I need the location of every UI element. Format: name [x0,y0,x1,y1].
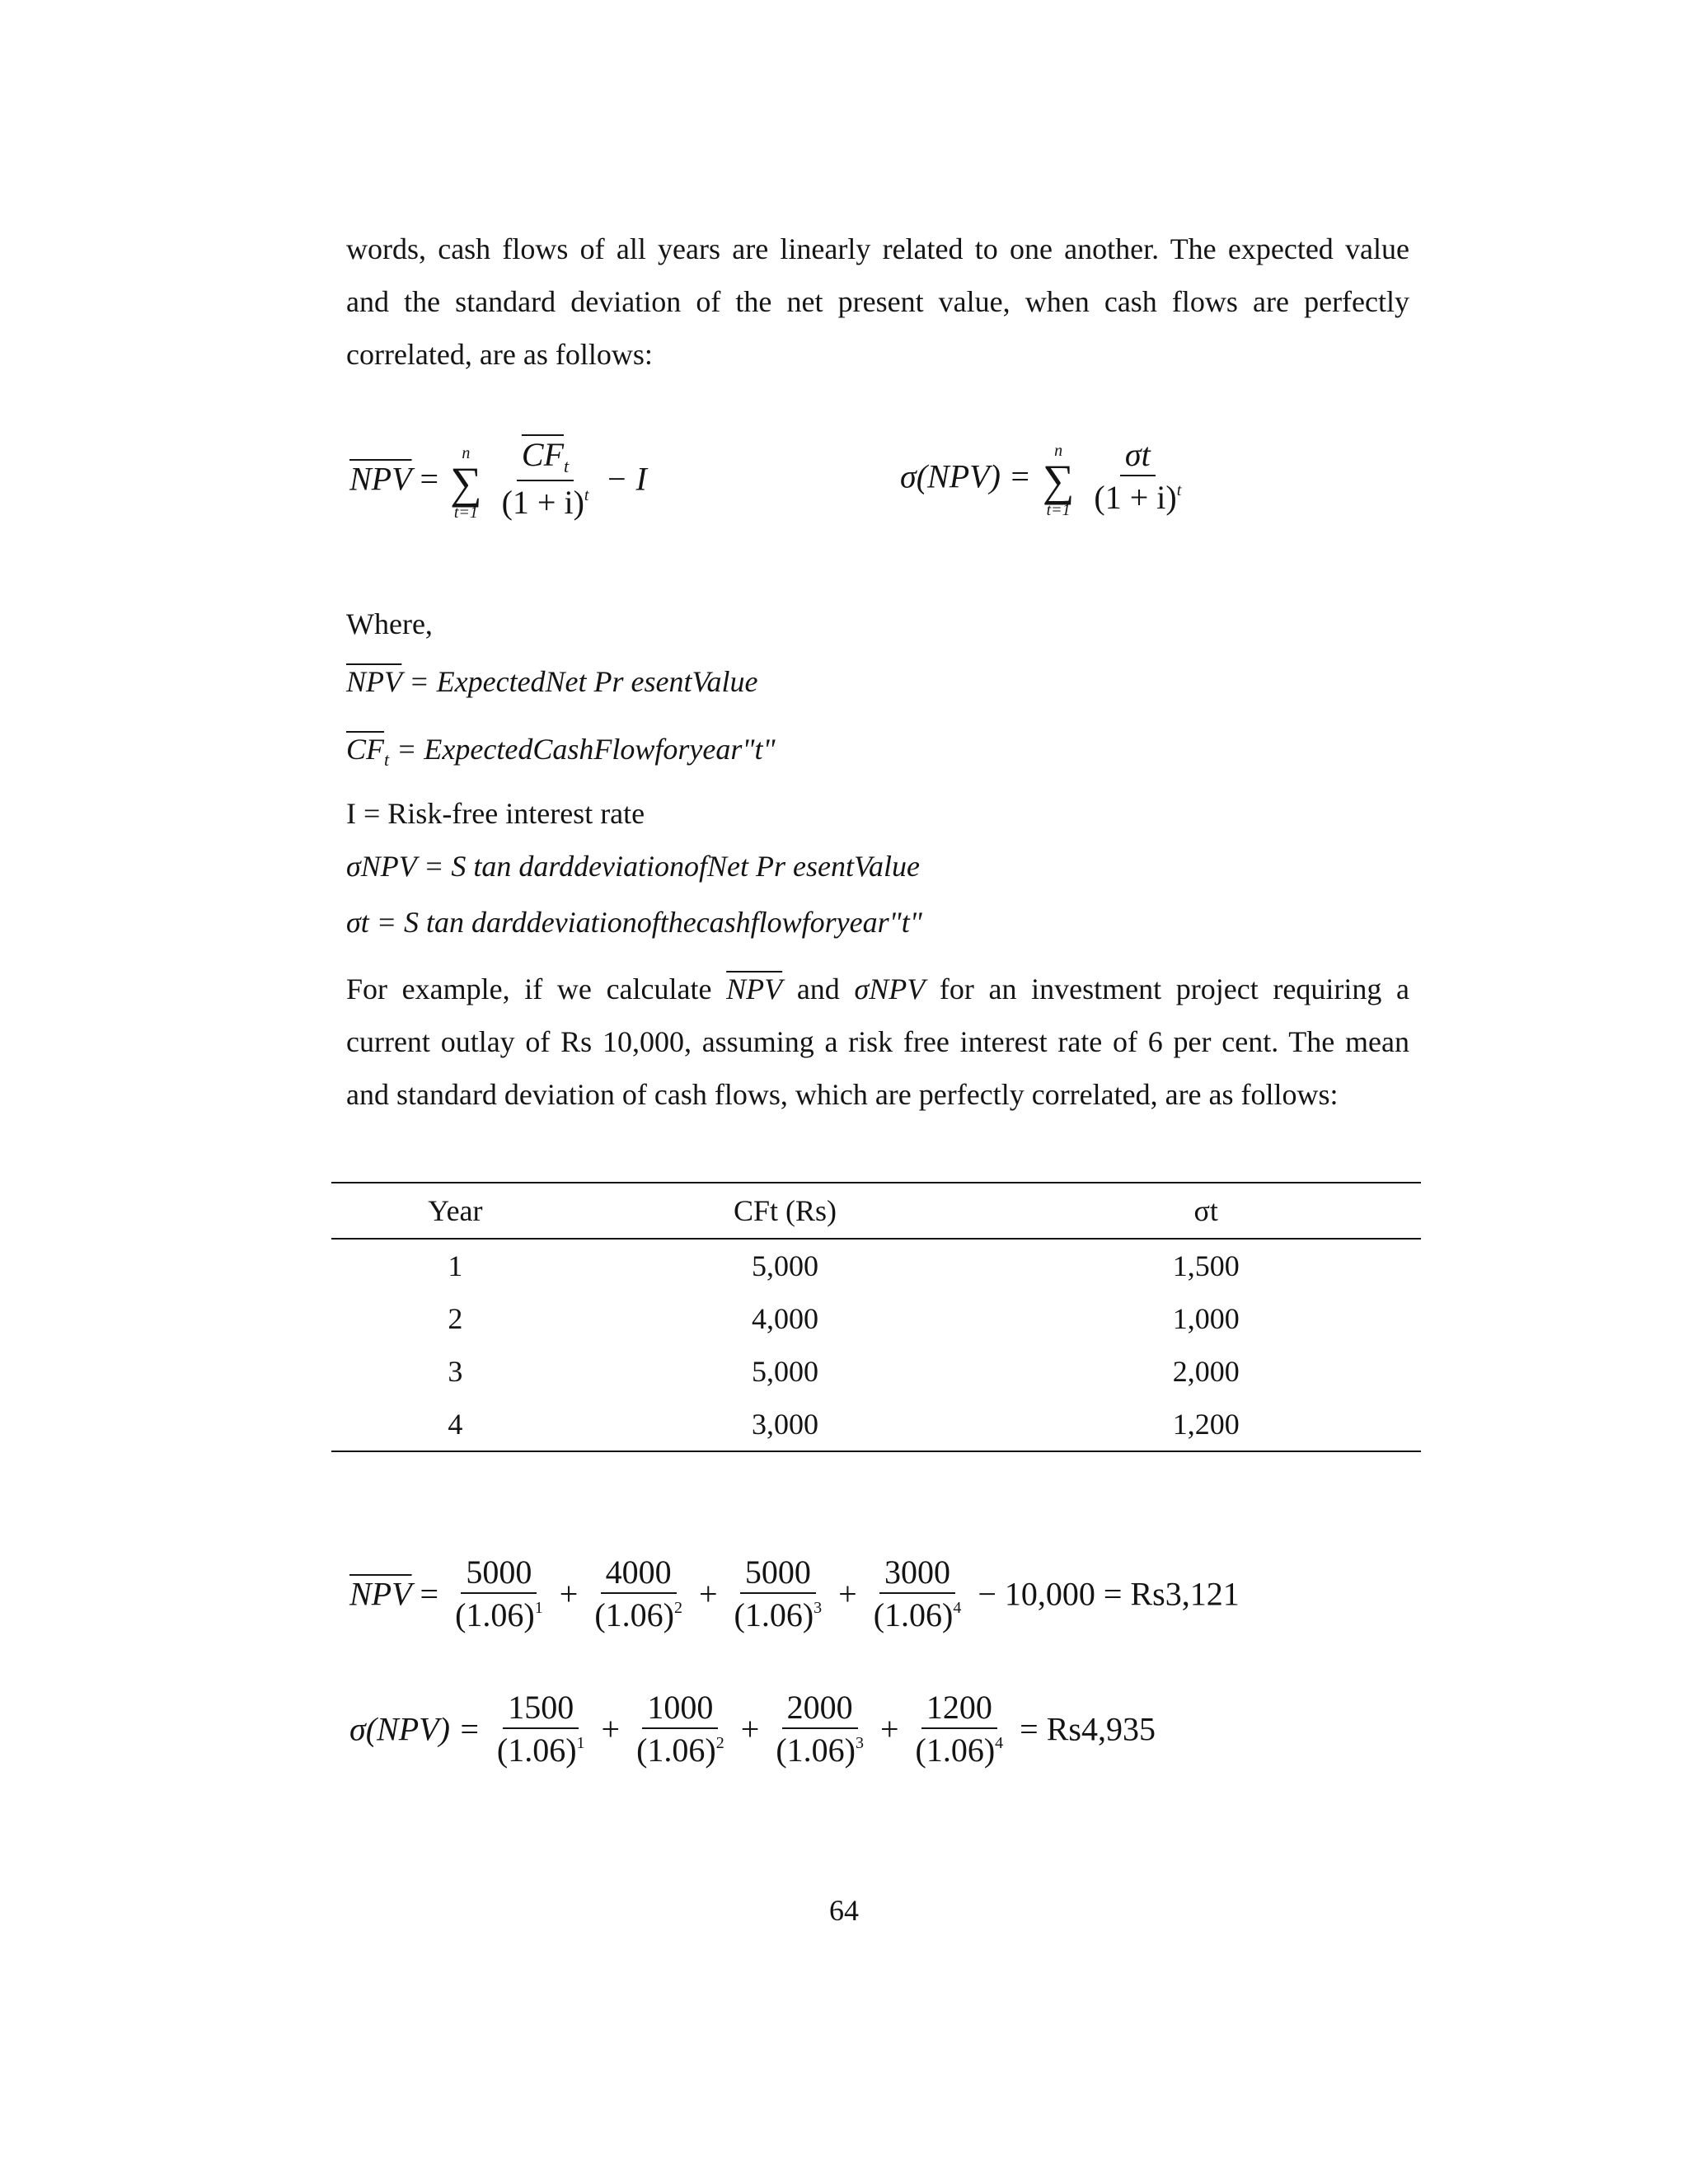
summation [1043,442,1075,519]
term-denominator: (1.06) [496,1732,577,1769]
discount-denominator: (1 + i) [1094,479,1177,516]
cell-year: 2 [448,1302,463,1335]
npv-term-4 [869,1554,967,1641]
sigma-result: = Rs4,935 [1020,1710,1156,1748]
table-row [331,1239,1421,1292]
def-cf [346,732,776,770]
example-sigma-npv: σNPV [854,972,926,1005]
cell-sigma: 1,500 [1172,1249,1240,1282]
term-denominator: (1.06) [776,1732,856,1769]
npv-calculation [349,1554,1240,1641]
npv-symbol: $\overline{NPV}$ [349,460,412,498]
sigma-term-2 [631,1690,729,1776]
discount-denominator: (1 + i) [501,484,584,521]
discount-exponent: t [584,486,589,504]
term-exponent: 2 [715,1734,724,1752]
term-numerator: 5000 [740,1554,816,1594]
example-line-1 [346,963,1409,1015]
plus-sign: + [601,1710,621,1748]
example-paragraph [346,963,1409,1121]
sigma-term-3 [771,1690,869,1776]
header-year: Year [331,1183,579,1239]
def-interest-rate: I = Risk-free interest rate [346,797,645,830]
plus-sign: + [879,1710,899,1748]
example-line-1-start: For example, if we calculate [346,972,712,1005]
term-denominator: (1.06) [636,1732,716,1769]
where-label: Where, [346,607,433,640]
npv-result: − 10,000 = Rs3,121 [978,1575,1240,1613]
term-denominator: (1.06) [594,1596,674,1633]
term-exponent: 2 [673,1599,682,1617]
plus-sign: + [740,1710,760,1748]
page-number: 64 [829,1894,859,1927]
def-cf-symbol: $\overline{CF}$ [346,733,385,766]
table-row [331,1398,1421,1451]
equals-sign: = [420,1575,439,1613]
intro-paragraph [346,223,1409,381]
cf-subscript: t [564,456,570,476]
example-and: and [796,972,840,1005]
calc-sigma-lhs: σ(NPV) = [349,1710,481,1748]
def-cf-subscript: t [384,749,390,770]
term-numerator: 3000 [879,1554,955,1594]
cell-cash-flow: 5,000 [752,1355,819,1388]
discount-exponent: t [1176,481,1182,499]
intro-line-1: words, cash flows of all years are linearly related to one another. The expected value [346,232,1409,265]
term-denominator: (1.06) [455,1596,535,1633]
sum-upper-limit: n [1054,441,1063,460]
term-exponent: 4 [995,1734,1004,1752]
term-numerator: 2000 [782,1690,858,1729]
term-numerator: 1500 [503,1690,579,1729]
example-line-3: and standard deviation of cash flows, which are perfectly correlated, are as follows: [346,1078,1339,1111]
term-exponent: 1 [534,1599,543,1617]
sum-symbol: ∑ [1042,455,1075,505]
cell-cash-flow: 3,000 [579,1398,992,1451]
term-numerator: 1000 [642,1690,718,1729]
plus-sign: + [698,1575,718,1613]
sigma-term-4 [911,1690,1009,1776]
def-npv-text: = ExpectedNet Pr esentValue [409,665,758,698]
cell-sigma: 1,000 [1172,1302,1240,1335]
cell-cash-flow: 4,000 [752,1302,819,1335]
def-sigma-npv: σNPV = S tan darddeviationofNet Pr esentValue [346,850,920,883]
example-npv-symbol: $\overline{NPV}$ [726,972,783,1005]
term-numerator: 5000 [461,1554,537,1594]
cell-sigma: 2,000 [1172,1355,1240,1388]
sigma-npv-formula [900,437,1189,523]
cell-cash-flow: 5,000 [752,1249,819,1282]
term-denominator: (1.06) [873,1596,954,1633]
table-header-row [331,1183,1421,1239]
cell-sigma: 1,200 [991,1398,1421,1451]
term-exponent: 3 [855,1734,864,1752]
npv-term-1 [450,1554,548,1641]
def-npv [346,664,757,699]
npv-term-2 [589,1554,687,1641]
header-cash-flow: CFt (Rs) [579,1183,992,1239]
plus-sign: + [559,1575,579,1613]
sum-upper-limit: n [462,443,471,462]
intro-line-2: and the standard deviation of the net present value, when cash flows are perfectly [346,285,1409,318]
table-row [331,1345,1421,1398]
cell-year: 3 [448,1355,463,1388]
cell-year: 4 [331,1398,579,1451]
table-row [331,1292,1421,1345]
cf-numerator: $\overline{CF}$ [521,436,565,473]
term-exponent: 1 [576,1734,585,1752]
sigma-numerator: σt [1120,437,1156,476]
example-line-2: current outlay of Rs 10,000, assuming a risk free interest rate of 6 per cent. The mean [346,1025,1409,1058]
calc-npv-symbol: $\overline{NPV}$ [349,1575,412,1613]
sigma-term-1 [492,1690,590,1776]
cash-flow-fraction [497,437,594,528]
intro-line-3: correlated, are as follows: [346,338,653,371]
term-denominator: (1.06) [734,1596,814,1633]
sum-symbol: ∑ [450,457,482,508]
def-npv-symbol: $\overline{NPV}$ [346,665,402,698]
header-sigma: σt [991,1183,1421,1239]
term-exponent: 4 [953,1599,962,1617]
cash-flow-table [331,1182,1421,1452]
def-sigma-t: σt = S tan darddeviationofthecashflowforyear"t" [346,906,922,939]
sum-lower-limit: t=1 [1046,500,1071,519]
term-denominator: (1.06) [915,1732,996,1769]
expected-npv-formula [349,437,647,528]
term-numerator: 1200 [921,1690,997,1729]
equals-sign: = [420,460,439,498]
sigma-npv-calculation [349,1690,1156,1776]
term-numerator: 4000 [601,1554,677,1594]
npv-term-3 [729,1554,828,1641]
summation [450,444,482,522]
example-line-1-end: for an investment project requiring a [939,972,1410,1005]
plus-sign: + [838,1575,857,1613]
term-exponent: 3 [814,1599,823,1617]
minus-investment: − I [605,460,647,498]
def-cf-text: = ExpectedCashFlowforyear"t" [396,733,776,766]
sigma-fraction [1089,437,1186,523]
sigma-npv-lhs: σ(NPV) = [900,457,1031,495]
cell-year: 1 [448,1249,463,1282]
sum-lower-limit: t=1 [453,503,478,522]
